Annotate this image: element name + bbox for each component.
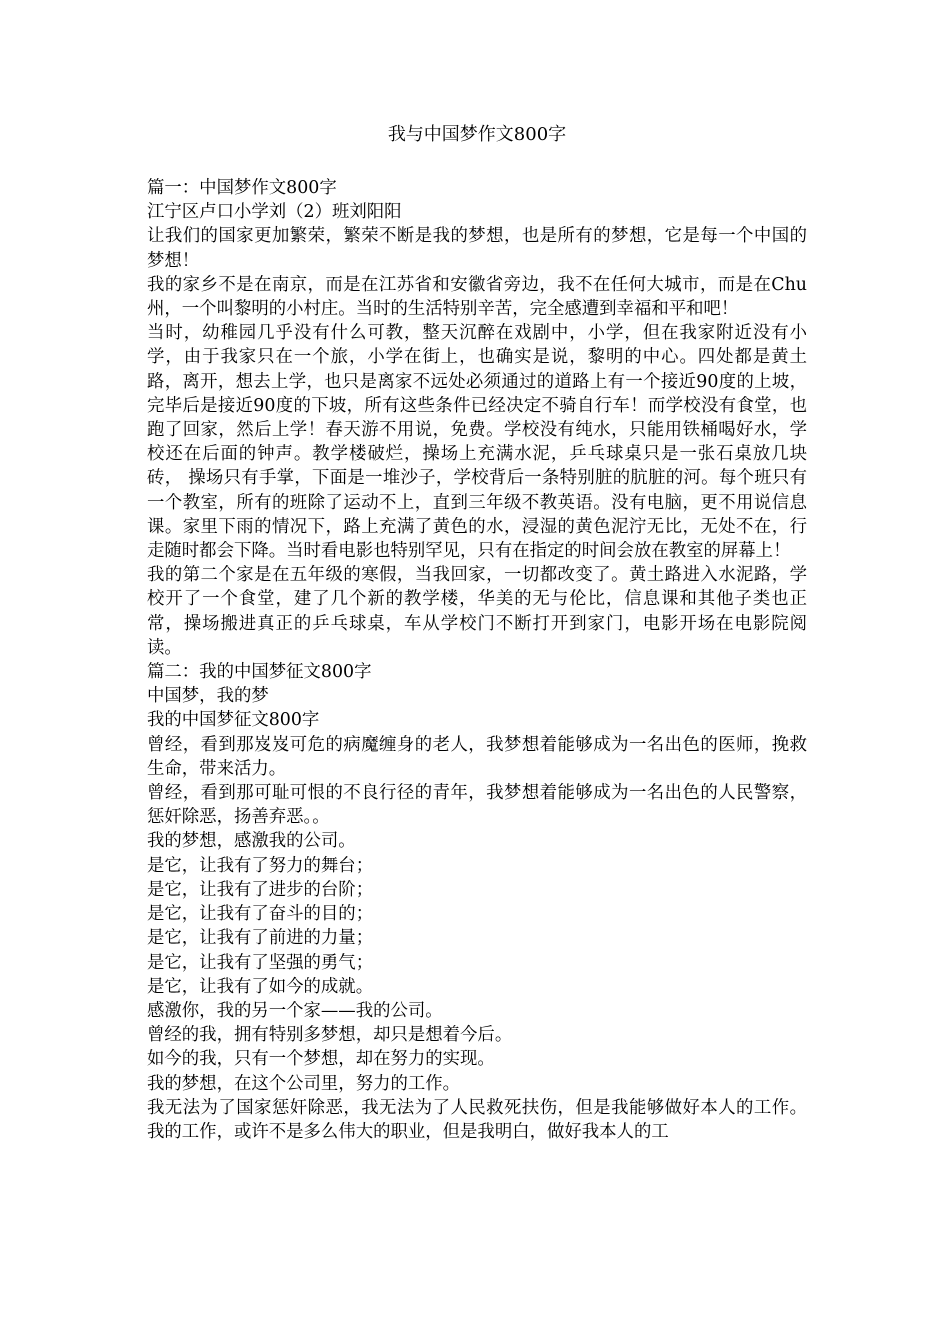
paragraph: 我的梦想，感激我的公司。 xyxy=(147,831,356,852)
paragraph: 是它，让我有了奋斗的目的； xyxy=(147,904,374,925)
paragraph: 我的中国梦征文800字 xyxy=(147,710,320,731)
paragraph: 是它，让我有了进步的台阶； xyxy=(147,879,374,900)
paragraph: 篇二：我的中国梦征文800字 xyxy=(147,662,372,683)
paragraph: 当时，幼稚园几乎没有什么可教，整天沉醉在戏剧中，小学，但在我家附近没有小学，由于我家只在一个旅，小学在街上，也确实是说，黎明的中心。四处都是黄土路，离开，想去上学，也只是离家不远处必须通过的道路上有一个接近90度的上坡，完毕后是接近90度的下坡，所有这些条件已经决定不骑自行车！而学校没有食堂，也跑了回家，然后上学！春天游不用说，免费。学校没有纯水，只能用铁桶喝好水，学校还在后面的钟声。教学楼破烂，操场上充满水泥，乒乓球桌只是一张石桌放几块砖， 操场只有手掌，下面是一堆沙子，学校背后一条特别脏的肮脏的河。每个班只有一个教室，所有的班除了运动不上，直到三年级不教英语。没有电脑，更不用说信息课。家里下雨的情况下，路上充满了黄色的水，浸湿的黄色泥泞无比，无处不在，行走随时都会下降。当时看电影也特别罕见，只有在指定的时间会放在教室的屏幕上！ xyxy=(147,323,807,562)
paragraph: 感激你，我的另一个家——我的公司。 xyxy=(147,1000,443,1021)
paragraph: 我的家乡不是在南京，而是在江苏省和安徽省旁边，我不在任何大城市，而是在Chu州，一个叫黎明的小村庄。当时的生活特别辛苦，完全感遭到幸福和平和吧！ xyxy=(147,274,807,320)
paragraph: 让我们的国家更加繁荣，繁荣不断是我的梦想，也是所有的梦想，它是每一个中国的梦想！ xyxy=(147,226,807,271)
paragraph: 如今的我，只有一个梦想，却在努力的实现。 xyxy=(147,1049,495,1070)
paragraph: 中国梦，我的梦 xyxy=(147,686,269,707)
paragraph: 曾经，看到那岌岌可危的病魔缠身的老人，我梦想着能够成为一名出色的医师，挽救生命，带来活力。 xyxy=(147,734,807,779)
paragraph: 是它，让我有了如今的成就。 xyxy=(147,976,374,997)
paragraph: 江宁区卢口小学刘（2）班刘阳阳 xyxy=(147,202,402,223)
paragraph: 曾经，看到那可耻可恨的不良行径的青年，我梦想着能够成为一名出色的人民警察，惩奸除恶，扬善弃恶。。 xyxy=(147,783,807,828)
paragraph: 我的梦想，在这个公司里，努力的工作。 xyxy=(147,1073,461,1094)
paragraph: 曾经的我，拥有特别多梦想，却只是想着今后。 xyxy=(147,1025,513,1046)
paragraph: 是它，让我有了坚强的勇气； xyxy=(147,952,374,973)
paragraph: 是它，让我有了努力的舞台； xyxy=(147,855,374,876)
paragraph: 我无法为了国家惩奸除恶，我无法为了人民救死扶伤，但是我能够做好本人的工作。我的工作，或许不是多么伟大的职业，但是我明白，做好我本人的工 xyxy=(147,1097,807,1142)
paragraph: 是它，让我有了前进的力量； xyxy=(147,928,374,949)
paragraph: 篇一：中国梦作文800字 xyxy=(147,178,337,198)
document-page xyxy=(147,120,807,1144)
document-body xyxy=(147,176,807,1144)
document-title: 我与中国梦作文800字 xyxy=(387,124,567,145)
paragraph: 我的第二个家是在五年级的寒假，当我回家，一切都改变了。黄土路进入水泥路，学校开了一个食堂，建了几个新的教学楼，华美的无与伦比，信息课和其他子类也正常，操场搬进真正的乒乓球桌，车从学校门不断打开到家门，电影开场在电影院阅读。 xyxy=(147,565,807,658)
